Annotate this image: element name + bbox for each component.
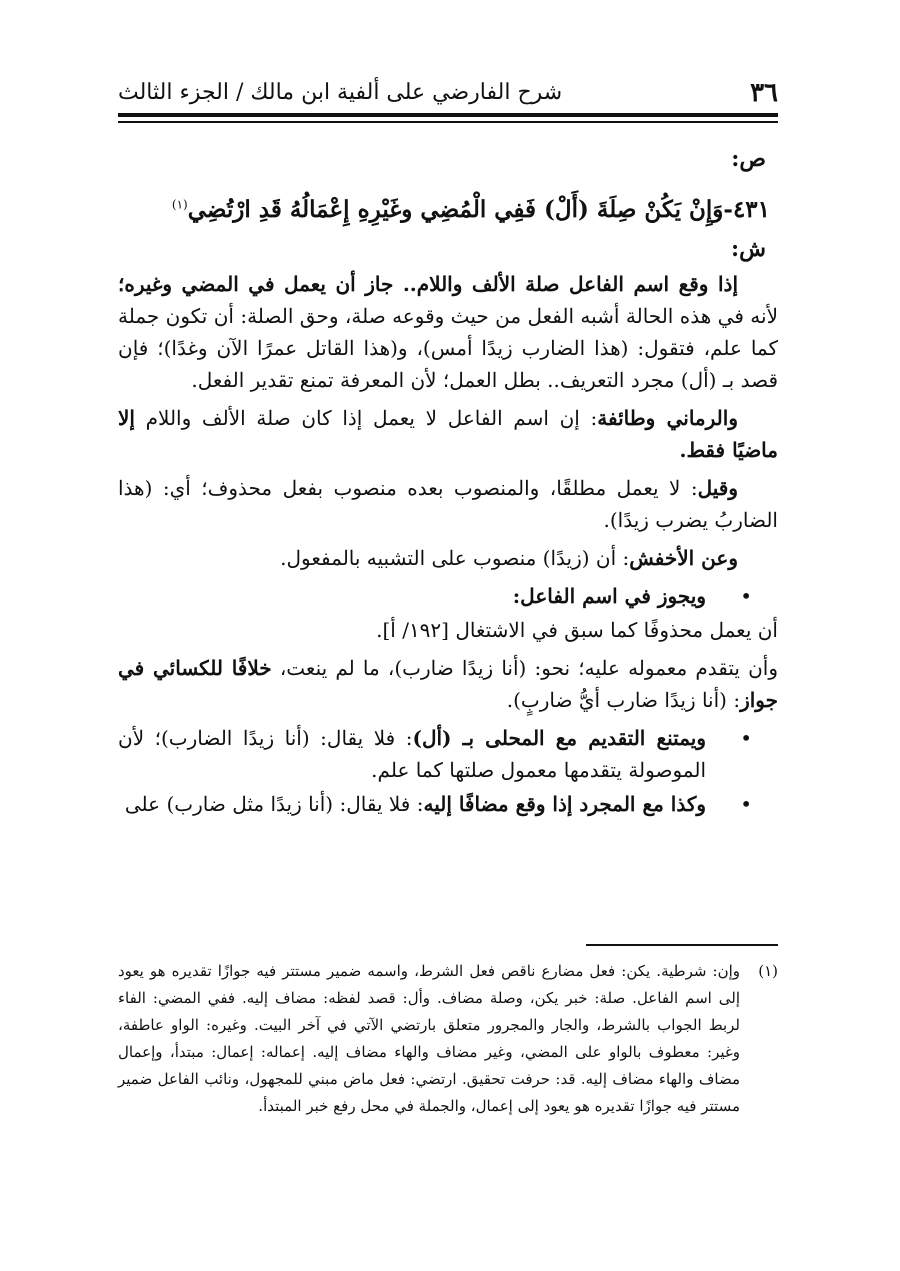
bullet-item: [118, 788, 778, 820]
bold-lead: إذا وقع اسم الفاعل صلة الألف واللام.. جاز أن يعمل في المضي وغيره؛: [118, 272, 738, 296]
footnote-number: (١): [758, 962, 778, 980]
bold-lead: وعن الأخفش: [629, 546, 738, 570]
paragraph: [118, 652, 778, 716]
paragraph: [118, 542, 778, 574]
bullet-item: [118, 722, 778, 786]
verse-marker: ص:: [731, 146, 766, 172]
paragraph-text: : (أنا زيدًا ضارب أيُّ ضاربٍ).: [506, 688, 741, 712]
footnote: [118, 958, 778, 1120]
bold-tail: خلافًا للكسائي في جواز: [118, 656, 778, 712]
bullet-icon: •: [740, 726, 752, 750]
bullet-text: : فلا يقال: (أنا زيدًا الضارب)؛ لأن الموصولة يتقدمها معمول صلتها كما علم.: [118, 726, 706, 782]
paragraph-text: : أن (زيدًا) منصوب على التشبيه بالمفعول.: [280, 546, 630, 570]
bullet-icon: •: [740, 584, 752, 608]
bold-lead: والرماني وطائفة: [597, 406, 738, 430]
paragraph-text: : إن اسم الفاعل لا يعمل إذا كان صلة الألف واللام: [134, 406, 598, 430]
page-number: ٣٦: [750, 78, 778, 108]
bullet-icon: •: [740, 792, 752, 816]
running-title: شرح الفارضي على ألفية ابن مالك / الجزء الثالث: [118, 80, 563, 105]
header-rule-thick: [118, 113, 778, 117]
bullet-text: ويجوز في اسم الفاعل:: [512, 584, 706, 608]
bold-tail: إلا ماضيًا فقط.: [118, 406, 778, 462]
plain-line: أن يعمل محذوفًا كما سبق في الاشتغال [١٩٢/ أ].: [376, 618, 778, 642]
commentary-marker: ش:: [731, 236, 766, 262]
bullet-text: : فلا يقال: (أنا زيدًا مثل ضارب) على: [124, 792, 424, 816]
header-rule-thin: [118, 121, 778, 123]
paragraph: [118, 472, 778, 536]
commentary-body: [118, 268, 778, 822]
bullet-item: [118, 580, 778, 612]
paragraph-text: : لا يعمل مطلقًا، والمنصوب بعده منصوب بفعل محذوف؛ أي: (هذا الضاربُ يضرب زيدًا).: [118, 476, 778, 532]
footnote-text: وإن: شرطية. يكن: فعل مضارع ناقص فعل الشرط، واسمه ضمير مستتر فيه جوازًا تقديره هو يعود إلى اسم الفاعل. صلة: خبر يكن، وصلة مضاف. وأل: قصد لفظه: مضاف إليه. ففي المضي: الفاء لربط الجواب بالشرط، والجار والمجرور متعلق بارتضي الآتي في آخر البيت. وغيره: الواو عاطفة، وغير: معطوف بالواو على المضي، وغير مضاف والهاء مضاف إليه. إعماله: إعمال: مبتدأ، وإعمال مضاف والهاء مضاف إليه. قد: حرفت تحقيق. ارتضي: فعل ماض مبني للمجهول، ونائب الفاعل ضمير مستتر فيه جوازًا تقديره هو يعود إلى إعمال، والجملة في محل رفع خبر المبتدأ.: [118, 962, 740, 1115]
paragraph-text: وأن يتقدم معموله عليه؛ نحو: (أنا زيدًا ضارب)، ما لم ينعت،: [271, 656, 778, 680]
paragraph-text: لأنه في هذه الحالة أشبه الفعل من حيث وقوعه صلة، وحق الصلة: أن تكون جملة كما علم، فتقول: (هذا الضارب زيدًا أمس)، و(هذا القاتل عمرًا الآن وغدًا)؛ فإن قصد بـ (أل) مجرد التعريف.. بطل العمل؛ لأن المعرفة تمنع تقدير الفعل.: [118, 304, 778, 392]
bold-lead: وقيل: [697, 476, 738, 500]
paragraph: [118, 268, 778, 396]
footnote-rule: [586, 944, 778, 946]
bullet-bold: وكذا مع المجرد إذا وقع مضافًا إليه: [423, 792, 706, 816]
bullet-bold: ويمتنع التقديم مع المحلى بـ (أل): [412, 726, 706, 750]
footnote-ref: (١): [171, 197, 188, 212]
page-header: [118, 70, 778, 110]
verse-text: ٤٣١-وَإِنْ يَكُنْ صِلَةَ (أَلْ) فَفِي الْمُضِي وغَيْرِهِ إِعْمَالُهُ قَدِ ارْتُضِي: [187, 196, 770, 223]
paragraph: [118, 402, 778, 466]
verse-line: [130, 196, 770, 223]
